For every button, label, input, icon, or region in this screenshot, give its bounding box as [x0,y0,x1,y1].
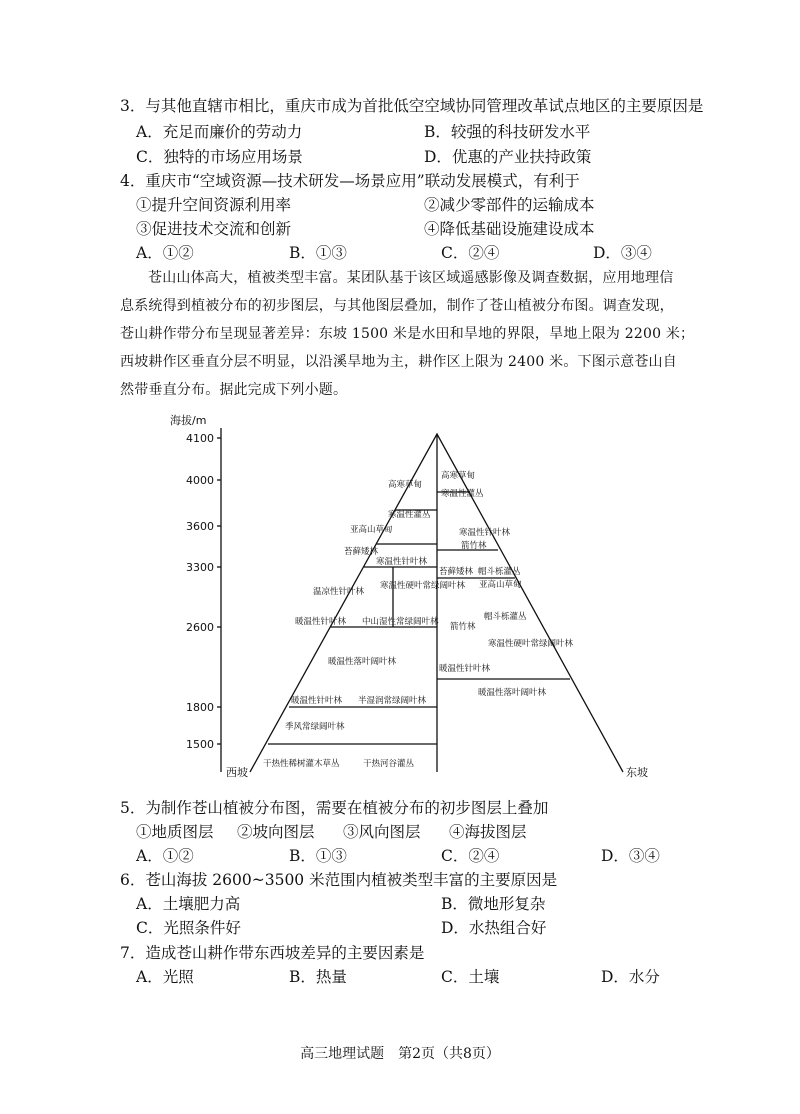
passage-line: 然带垂直分布。据此完成下列小题。 [120,382,348,398]
q3-option-d: D．优惠的产业扶持政策 [424,148,592,166]
tick-label: 4100 [186,432,214,445]
east-zone-label: 寒温性针叶林 [459,528,511,538]
east-zone-label: 高寒草甸 [441,471,476,481]
tick-label: 3600 [186,520,214,533]
q5-stem: 5．为制作苍山植被分布图，需要在植被分布的初步图层上叠加 [120,799,549,817]
q4-statement-2: ②减少零部件的运输成本 [424,196,595,214]
passage [120,264,700,404]
west-zone-label: 高寒草甸 [388,480,423,490]
west-zone-label: 寒温性灌丛 [388,510,431,520]
west-zone-label: 干热河谷灌丛 [363,759,415,769]
tick-label: 1800 [186,701,214,714]
east-zone-label: 箭竹林 [461,541,487,551]
q6-option-b: B．微地形复杂 [441,895,546,913]
q7-stem: 7．造成苍山耕作带东西坡差异的主要因素是 [120,944,425,962]
passage-line: 息系统得到植被分布的初步图层，与其他图层叠加，制作了苍山植被分布图。调查发现， [120,298,674,314]
q4-statement-1: ①提升空间资源利用率 [136,196,292,214]
q5-statement-4: ④海拔图层 [449,823,527,841]
q6-option-c: C．光照条件好 [136,919,241,937]
q5-option-c: C．②④ [441,847,500,865]
q5-statement-2: ②坡向图层 [237,823,315,841]
east-zone-label: 帽斗栎灌丛 [484,612,527,622]
west-zone-label: 苔藓矮林 [344,547,379,557]
q7-option-d: D．水分 [601,968,660,986]
passage-line: 苍山山体高大，植被类型丰富。某团队基于该区域遥感影像及调查数据，应用地理信 [148,270,674,286]
east-zone-label: 苔藓矮林 [439,567,474,577]
q6-option-d: D．水热组合好 [441,919,547,937]
east-zone-label: 亚高山草甸 [479,580,522,590]
q3-option-c: C．独特的市场应用场景 [136,148,303,166]
q4-statement-4: ④降低基础设施建设成本 [424,220,595,238]
q6-option-a: A．土壤肥力高 [136,895,241,913]
east-zone-label: 暖温性针叶林 [439,664,491,674]
west-zone-label: 暖温性针叶林 [291,696,343,706]
q3-option-a: A．充足而廉价的劳动力 [136,123,303,141]
tick-label: 1500 [186,738,214,751]
q4-statement-3: ③促进技术交流和创新 [136,220,292,238]
west-zone-label: 温凉性针叶林 [313,587,365,597]
west-zone-label: 寒温性针叶林 [376,557,428,567]
q7-option-b: B．热量 [289,968,347,986]
y-axis-label: 海拔/m [170,414,207,427]
west-zone-label: 暖温性针叶林 [295,617,347,627]
east-zone-label: 寒温性灌丛 [441,489,484,499]
vegetation-zone-diagram [170,410,650,790]
passage-line: 苍山耕作带分布呈现显著差异：东坡 1500 米是水田和旱地的界限，旱地上限为 2200 米； [120,326,695,342]
west-zone-label: 亚高山草甸 [350,525,393,535]
q3-option-b: B．较强的科技研发水平 [424,123,591,141]
west-zone-label: 半湿润常绿阔叶林 [358,696,427,706]
page-footer: 高三地理试题 第2页（共8页） [300,1046,500,1062]
east-zone-label: 寒温性硬叶常绿阔叶林 [488,639,574,649]
q5-statement-3: ③风向图层 [343,823,421,841]
east-zone-label: 暖温性落叶阔叶林 [478,688,547,698]
west-zone-label: 干热性稀树灌木草丛 [263,759,340,769]
q4-option-b: B．①③ [289,244,347,262]
q7-option-c: C．土壤 [441,968,500,986]
west-zone-label: 季风常绿阔叶林 [285,722,345,732]
tick-label: 3300 [186,561,214,574]
passage-line: 西坡耕作区垂直分层不明显，以沿溪旱地为主，耕作区上限为 2400 米。下图示意苍山自 [120,354,677,370]
q6-stem: 6．苍山海拔 2600~3500 米范围内植被类型丰富的主要原因是 [120,871,558,889]
east-zone-label: 帽斗栎灌丛 [478,567,521,577]
q4-option-c: C．②④ [441,244,500,262]
west-slope-label: 西坡 [226,766,248,779]
q5-statement-1: ①地质图层 [136,823,214,841]
tick-label: 2600 [186,621,214,634]
q4-stem: 4．重庆市“空域资源—技术研发—场景应用”联动发展模式，有利于 [120,172,580,190]
east-slope-label: 东坡 [626,766,648,779]
q4-option-d: D．③④ [593,244,652,262]
q3-stem: 3．与其他直辖市相比，重庆市成为首批低空空域协同管理改革试点地区的主要原因是 [120,97,704,115]
west-zone-label: 暖温性落叶阔叶林 [328,657,397,667]
west-zone-label: 中山湿性常绿阔叶林 [362,617,439,627]
q5-option-b: B．①③ [289,847,347,865]
q5-option-a: A．①② [136,847,194,865]
q4-option-a: A．①② [136,244,194,262]
q7-option-a: A．光照 [136,968,194,986]
tick-label: 4000 [186,474,214,487]
q5-option-d: D．③④ [601,847,660,865]
west-zone-label: 寒温性硬叶常绿阔叶林 [380,581,466,591]
east-zone-label: 箭竹林 [450,622,476,632]
